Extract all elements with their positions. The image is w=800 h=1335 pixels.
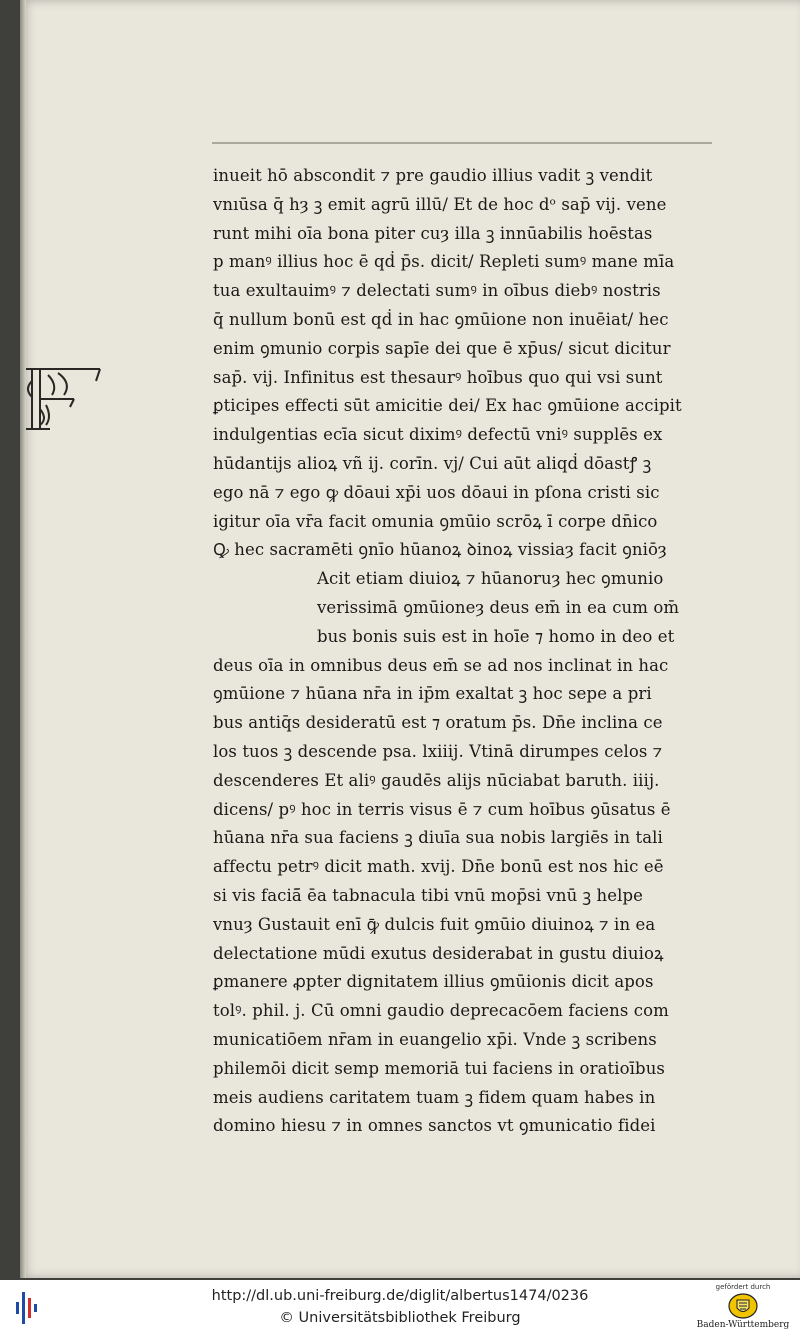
text-line: ꝯmūione ⁊ hūana nr̄a in ip̄m exaltat ꝫ hoc sepe a pri [213,684,652,704]
sponsor-badge [690,1283,796,1333]
text-line: indulgentias ecīa sicut diximꝰ defectū vniꝰ supplēs ex [213,425,663,445]
text-line: si vis faciā̄ ēa tabnacula tibi vnū mop̄si vnū ꝫ helpe [213,885,644,905]
text-line: hūdantijs alioꝝ vñ ij. corīn. vj/ Cui aūt aliqḋ dōastꝭ ꝫ [213,453,652,473]
text-line: Ꝙ hec sacramēti ꝯnīo hūanoꝝ ꝺinoꝝ vissiaȝ facit ꝯniōȝ [213,540,667,560]
text-line: descenderes Et aliꝰ gaudēs alijs nūciabat baruth. iiij. [213,770,660,790]
text-line: philemōi dicit semp memoriā tui faciens in oratioībus [213,1058,665,1078]
page-gutter [20,0,26,1278]
baden-wuerttemberg-crest-icon [728,1293,758,1319]
text-line: municatiōem nr̄am in euangelio xp̄i. Vnde ꝫ scribens [213,1029,657,1049]
text-line: enim ꝯmunio corpis sapīe dei que ē xp̄us/ sicut dicitur [213,338,671,358]
text-line: vnuȝ Gustauit enī ꝙ̄ dulcis fuit ꝯmūio diuinoꝝ ⁊ in ea [213,914,656,934]
text-line: p manꝰ illius hoc ē qḋ p̄s. dicit/ Repleti sumꝰ mane mīa [213,252,675,272]
text-line: bus bonis suis est in hoīe ⁊ homo in deo et [317,626,675,646]
viewer-footer [0,1280,800,1335]
text-line: affectu petrꝰ dicit math. xvij. Dn̄e bonū est nos hic eē [213,857,664,877]
sponsor-name: Baden-Württemberg [696,1320,790,1330]
text-line: verissimā ꝯmūioneȝ deus em̄ in ea cum om̄ [317,597,680,617]
page-text [213,162,717,1141]
text-line: tua exultauimꝰ ⁊ delectati sumꝰ in oībus diebꝰ nostris [213,281,661,301]
copyright-notice: © Universitätsbibliothek Freiburg [279,1310,521,1326]
text-line: q̄ nullum bonū est qḋ in hac ꝯmūione non inuēiat/ hec [213,309,669,329]
decorated-initial-f-icon [18,361,104,441]
text-line: los tuos ꝫ descende psa. lxiiij. Vtinā dirumpes celos ⁊ [213,741,663,761]
text-line: domino hiesu ⁊ in omnes sanctos vt ꝯmunicatio fidei [213,1116,656,1136]
text-line: vnıūsa q̄ hȝ ꝫ emit agrū illū/ Et de hoc dᵒ sap̄ vij. vene [213,194,667,214]
text-line: delectatione mūdi exutus desiderabat in gustu diuioꝝ [213,943,664,963]
text-line: igitur oīa vr̄a facit omunia ꝯmūio scrōꝝ ī corpe dn̄ico [213,511,658,531]
text-line: deus oīa in omnibus deus em̄ se ad nos inclinat in hac [213,655,669,675]
text-line: tolꝰ. phil. j. Cū omni gaudio deprecacōem faciens com [213,1001,669,1021]
text-line: bus antiq̄s desideratū est ⁊ oratum p̄s. Dn̄e inclina ce [213,713,663,733]
text-line: hūana nr̄a sua faciens ꝫ diuīa sua nobis largiēs in tali [213,828,663,848]
text-line: ꝑticipes effecti sūt amicitie dei/ Ex hac ꝯmūione accipit [213,396,682,416]
text-line: Acit etiam diuioꝝ ⁊ hūanoruȝ hec ꝯmunio [317,569,664,589]
text-line: inueit hō abscondit ⁊ pre gaudio illius vadit ꝫ vendit [213,166,653,185]
text-line: ego nā ⁊ ego ꝙ dōaui xp̄i uos dōaui in pſona cristi sic [213,482,660,502]
sponsor-caption: gefördert durch [715,1283,771,1291]
text-line: meis audiens caritatem tuam ꝫ fidem quam habes in [213,1087,656,1107]
text-line: sap̄. vij. Infinitus est thesaurꝰ hoībus quo qui vsi sunt [213,367,663,387]
text-line: dicens/ pꝰ hoc in terris visus ē ⁊ cum hoībus ꝯūsatus ē [213,799,671,819]
text-line: ꝑmanere ꝓpter dignitatem illius ꝯmūionis dicit apos [213,972,654,992]
page-url[interactable]: http://dl.ub.uni-freiburg.de/diglit/albertus1474/0236 [211,1288,589,1304]
top-rule [212,142,712,144]
text-line: runt mihi oīa bona piter cuȝ illa ꝫ innūabilis hoēstas [213,223,653,243]
